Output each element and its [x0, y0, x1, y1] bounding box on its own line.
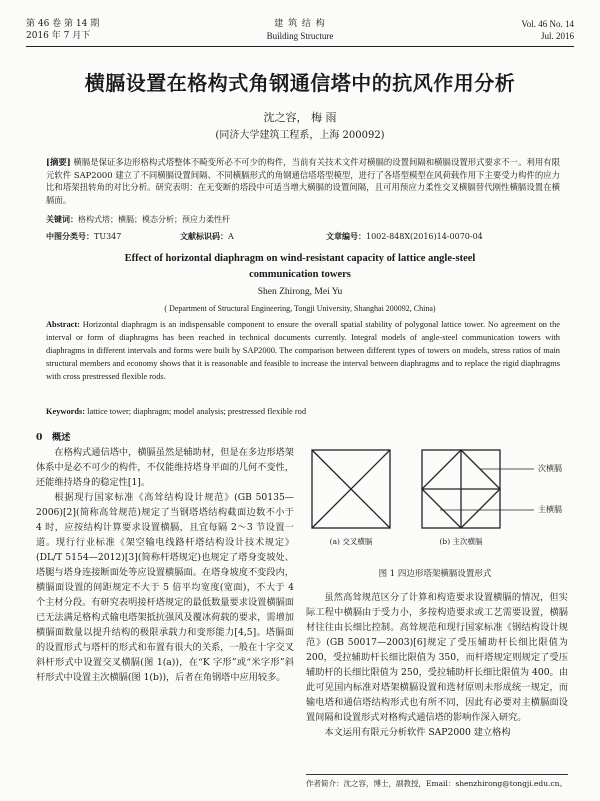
keywords-en-text: lattice tower; diaphragm; model analysis; prestressed flexible rod	[87, 407, 307, 416]
figure-1-caption: 图 1 四边形塔架横膈设置形式	[378, 569, 492, 579]
footnote-rule	[306, 774, 568, 775]
keywords-en-label: Keywords:	[46, 407, 86, 416]
abstract-en-label: Abstract:	[46, 320, 80, 329]
paragraph-limits: 虽然高耸规范区分了计算和构造要求设置横膈的情况，但实际工程中横膈由于受力小，多按构造要求或工艺需要设置，横膈材往往由长细比控制。高耸规范和现行国家标准《钢结构设计规范》(GB 50017—2003)[6]规定了受压辅助杆长细比限值为 200，受拉辅助杆长细比限值为 350，而杆塔规定则规定了受压辅助杆的长细比限值为 250，受拉辅助杆长细比限值为 400。由此可见国内标准对塔架横膈设置和选材原则未形成统一规定，而输电塔和通信塔结构形式也有所不同，因此有必要对主横膈面设置间隔和设置形式对格构式通信塔的影响作深入研究。	[306, 592, 568, 723]
doc-label: 文献标识码：	[180, 231, 228, 241]
header-volume-zh: 第 46 卷 第 14 期	[26, 19, 100, 29]
affiliation-en: ( Department of Structural Engineering, Tongji University, Shanghai 200092, China)	[164, 304, 436, 313]
right-column	[306, 590, 568, 740]
header-volume-en: Vol. 46 No. 14	[521, 19, 574, 29]
caption-b: (b) 主次横膈	[439, 537, 483, 546]
affiliation-zh: (同济大学建筑工程系，上海 200092)	[215, 130, 385, 141]
keywords-zh	[46, 214, 230, 225]
doc-value: A	[228, 232, 234, 241]
title-en-line1: Effect of horizontal diaphragm on wind-resistant capacity of lattice angle-steel	[124, 253, 476, 264]
paragraph-standards: 根据现行国家标准《高耸结构设计规范》(GB 50135—2006)[2](简称高耸规范)规定了当钢塔塔结构截面边数不小于 4 时，应按结构计算要求设置横膈，且宜每隔 2～3 节设置一道。现行行业标准《架空输电线路杆塔结构设计技术规定》(DL/T 5154—2012)[3](简称杆塔规定)也规定了塔身变坡处、塔腿与塔身连接断面处等应设置横膈面。在塔身坡度不变段内，横膈面设置的间距规定不大于 5 倍平均宽度(宽面)，不大于 4 个主材分段。有研究表明接杆塔规定的最低数量要求设置横膈面已无法满足格构式输电塔架抵抗强风及覆冰荷载的要求，需增加横膈面数量以提升结构的极限承载力和变形能力[4,5]。塔膈面的设置形式与塔杆的形式和布置有很大的关系，一般在十字交叉斜杆形式中设置交叉横膈(图 1(a))，在“K 字形”或“米字形”斜杆形式中设置主次横膈(图 1(b))，后者在角钢塔中应用较多。	[36, 492, 294, 683]
header-journal-zh: 建 筑 结 构	[274, 19, 326, 29]
keywords-zh-text: 格构式塔；横膈；模态分析；预应力柔性杆	[78, 215, 230, 224]
keywords-zh-label: 关键词：	[46, 214, 78, 224]
keywords-en	[46, 405, 560, 418]
label-main-diaphragm: 主横膈	[538, 505, 562, 514]
clc-label: 中图分类号：	[46, 231, 94, 241]
paragraph-intro: 在格构式通信塔中，横膈虽然是辅助材，但是在多边形塔架体系中是必不可少的构件，不仅能维持塔身平面的几何不变性，还能维持塔身的稳定性[1]。	[36, 447, 294, 488]
section-heading	[36, 430, 294, 445]
abstract-zh-label: [摘要]	[46, 157, 71, 167]
header-rule	[26, 46, 574, 47]
clc-number	[46, 231, 121, 242]
footnote: 作者简介：沈之容，博士，副教授，Email：shenzhirong@tongji.edu.cn。	[306, 779, 567, 788]
figure-1	[300, 444, 570, 556]
section-title: 概述	[52, 432, 71, 443]
authors-en: Shen Zhirong, Mei Yu	[257, 287, 343, 297]
header-date-en: Jul. 2016	[540, 31, 574, 41]
paragraph-method: 本文运用有限元分析软件 SAP2000 建立格构	[324, 727, 511, 738]
abstract-en	[46, 318, 560, 383]
article-number	[326, 231, 483, 242]
doc-code	[180, 231, 234, 242]
clc-value: TU347	[94, 232, 122, 241]
header-date-zh: 2016 年 7 月下	[26, 31, 91, 41]
caption-a: (a) 交叉横膈	[329, 537, 373, 546]
label-secondary-diaphragm: 次横膈	[538, 464, 562, 473]
title-en-line2: communication towers	[249, 269, 351, 280]
art-label: 文章编号：	[326, 231, 366, 241]
paper-title: 横膈设置在格构式角钢通信塔中的抗风作用分析	[84, 71, 516, 95]
abstract-en-text: Horizontal diaphragm is an indispensable component to ensure the overall spatial stability of polygonal lattice tower. No agreement on the interval or form of diaphragms has been reached in technical documents currently. Integral models of angle-steel communication towers with diaphragms in different intervals and forms were built by SAP2000. The comparison between different types of towers on models, stress ratios of main structural members and economy shows that it is reasonable and feasible to increase the interval between diaphragms and to replace the rigid diaphragms with cross prestressed flexible rods.	[46, 320, 560, 381]
abstract-zh-text: 横膈是保证多边形格构式塔整体不畸变所必不可少的构件，当前有关技术文件对横膈的设置间隔和横膈设置形式要求不一。利用有限元软件 SAP2000 建立了不同横膈设置间隔、不同横膈形式的角钢通信塔塔型模型，进行了各塔型模型在风荷载作用下主要受力构件的应力比和塔架扭转角的对比分析。研究表明：在无变断的塔段中可适当增大横膈的设置间隔，且可用预应力柔性交叉横膈替代刚性横膈设置在横膈面。	[46, 157, 560, 206]
authors-zh: 沈之容， 梅 雨	[263, 111, 337, 124]
abstract-zh	[46, 156, 560, 207]
section-number: 0	[36, 432, 43, 443]
left-column	[36, 430, 294, 685]
header-journal-en: Building Structure	[266, 31, 334, 41]
art-value: 1002-848X(2016)14-0070-04	[366, 232, 483, 241]
